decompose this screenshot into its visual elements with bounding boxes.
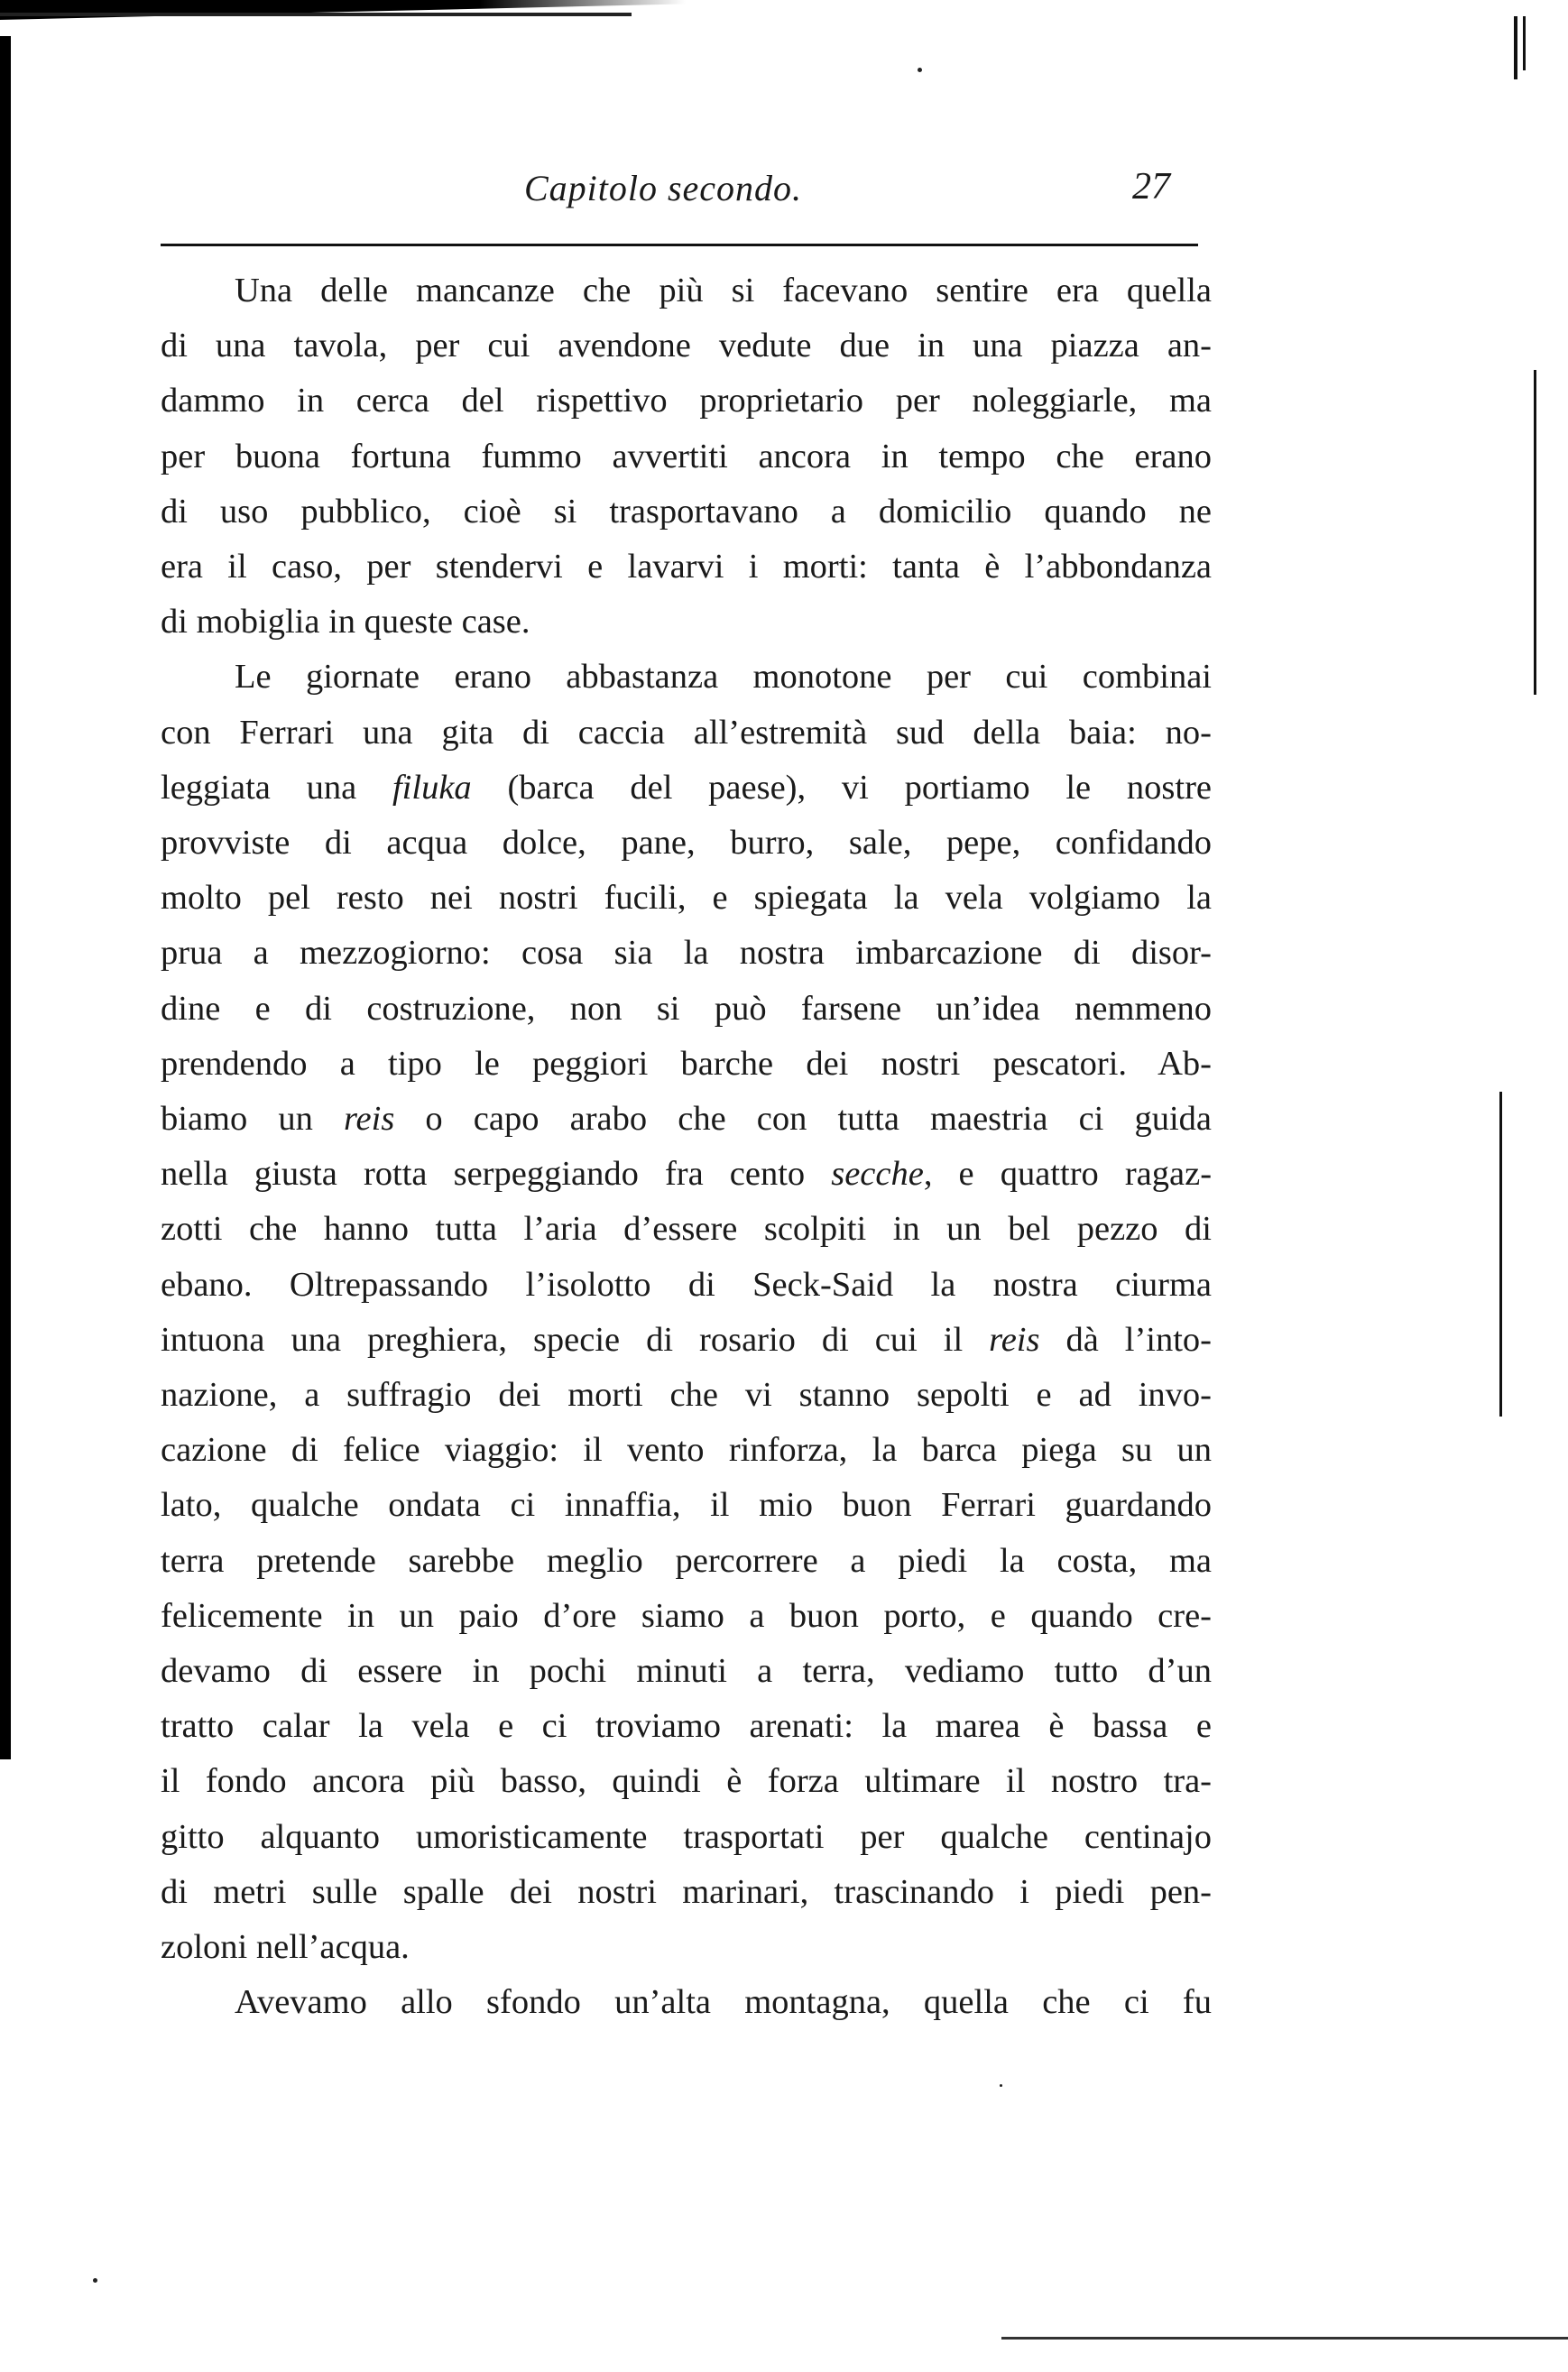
text-line — [161, 1313, 1212, 1368]
text-segment: zotti che hanno tutta l’aria d’essere scolpiti in un bel pezzo di — [161, 1210, 1212, 1249]
text-line — [161, 429, 1212, 485]
text-line — [161, 1092, 1212, 1147]
text-segment: ebano. Oltrepassando l’isolotto di Seck-Said la nostra ciurma — [161, 1265, 1212, 1304]
scan-edge-bottom — [1001, 2337, 1568, 2340]
text-segment: molto pel resto nei nostri fucili, e spiegata la vela volgiamo la — [161, 879, 1212, 918]
text-line — [161, 540, 1212, 595]
text-segment: Una delle mancanze che più si facevano sentire era quella — [235, 272, 1212, 309]
text-line — [161, 706, 1212, 761]
text-segment: nella giusta rotta serpeggiando fra cento — [161, 1155, 832, 1194]
text-segment: provviste di acqua dolce, pane, burro, sale, pepe, confidando — [161, 824, 1212, 863]
text-segment: felicemente in un paio d’ore siamo a buon porto, e quando cre- — [161, 1596, 1212, 1635]
scan-edge-top — [0, 0, 686, 20]
text-segment: zoloni nell’acqua. — [161, 1928, 410, 1967]
scan-mark-right — [1534, 370, 1536, 695]
paragraph-first-line — [161, 650, 1212, 705]
text-segment: intuona una preghiera, specie di rosario di cui il — [161, 1320, 990, 1359]
page-number: 27 — [1132, 166, 1170, 208]
text-line — [161, 1202, 1212, 1257]
text-line — [161, 595, 1212, 650]
running-title: Capitolo secondo. — [523, 168, 803, 208]
text-line — [161, 1865, 1212, 1920]
text-line — [161, 1810, 1212, 1865]
text-segment: di uso pubblico, cioè si trasportavano a domicilio quando ne — [161, 492, 1212, 531]
text-segment: il fondo ancora più basso, quindi è forza ultimare il nostro tra- — [161, 1762, 1212, 1801]
text-line — [161, 1037, 1212, 1092]
text-line — [161, 1147, 1212, 1202]
italic-term: reis — [343, 1100, 395, 1139]
text-segment: dà l’into- — [1039, 1320, 1212, 1359]
italic-term: secche — [831, 1155, 924, 1194]
paragraph-first-line — [161, 263, 1212, 318]
text-segment: di metri sulle spalle dei nostri marinari, trascinando i piedi pen- — [161, 1872, 1212, 1911]
scan-speck — [918, 68, 922, 72]
text-segment: leggiata una — [161, 768, 392, 807]
text-line — [161, 1699, 1212, 1754]
text-line — [161, 1644, 1212, 1699]
text-segment: prendendo a tipo le peggiori barche dei nostri pescatori. Ab- — [161, 1044, 1212, 1083]
text-segment: lato, qualche ondata ci innaffia, il mio buon Ferrari guardando — [161, 1486, 1212, 1525]
text-segment: Le giornate erano abbastanza monotone per cui combinai — [235, 658, 1212, 697]
text-line — [161, 761, 1212, 816]
text-segment: dine e di costruzione, non si può farsene un’idea nemmeno — [161, 989, 1212, 1028]
text-segment: di una tavola, per cui avendone vedute due in una piazza an- — [161, 327, 1212, 365]
text-segment: di mobiglia in queste case. — [161, 603, 530, 641]
text-segment: tratto calar la vela e ci troviamo arenati: la marea è bassa e — [161, 1707, 1212, 1746]
scan-speck — [93, 2278, 97, 2283]
text-line — [161, 1589, 1212, 1644]
text-segment: Avevamo allo sfondo un’alta montagna, quella che ci fu — [235, 1983, 1212, 2022]
text-segment: era il caso, per stendervi e lavarvi i morti: tanta è l’abbondanza — [161, 548, 1212, 586]
scan-edge-left — [0, 36, 11, 1759]
text-segment: cazione di felice viaggio: il vento rinforza, la barca piega su un — [161, 1431, 1212, 1470]
scan-mark-corner — [1514, 16, 1517, 79]
paragraph-first-line — [161, 1975, 1212, 2030]
text-line — [161, 1920, 1212, 1975]
text-segment: o capo arabo che con tutta maestria ci guida — [394, 1100, 1213, 1139]
scan-edge-top-line — [0, 13, 632, 16]
text-segment: con Ferrari una gita di caccia all’estremità sud della baia: no- — [161, 713, 1212, 752]
text-segment: per buona fortuna fummo avvertiti ancora in tempo che erano — [161, 437, 1212, 475]
scan-speck — [1000, 2084, 1002, 2087]
text-line — [161, 1258, 1212, 1313]
scan-mark-right — [1499, 1092, 1502, 1417]
text-line — [161, 1368, 1212, 1423]
text-segment: nazione, a suffragio dei morti che vi stanno sepolti e ad invo- — [161, 1376, 1212, 1415]
text-segment: gitto alquanto umoristicamente trasportati per qualche centinajo — [161, 1817, 1212, 1856]
text-line — [161, 1423, 1212, 1478]
text-segment: (barca del paese), vi portiamo le nostre — [471, 768, 1212, 807]
text-line — [161, 318, 1212, 374]
text-segment: devamo di essere in pochi minuti a terra, vediamo tutto d’un — [161, 1652, 1212, 1691]
text-segment: , e quattro ragaz- — [923, 1155, 1213, 1194]
italic-term: reis — [989, 1320, 1040, 1359]
italic-term: filuka — [392, 768, 472, 807]
header-rule — [161, 244, 1198, 246]
text-segment: biamo un — [161, 1100, 344, 1139]
scan-mark-corner — [1523, 16, 1526, 70]
text-line — [161, 1478, 1212, 1533]
text-line — [161, 485, 1212, 540]
body-text — [161, 263, 1212, 2031]
text-segment: terra pretende sarebbe meglio percorrere a piedi la costa, ma — [161, 1541, 1212, 1580]
text-line — [161, 1534, 1212, 1589]
text-line — [161, 1754, 1212, 1809]
text-line — [161, 982, 1212, 1037]
text-segment: dammo in cerca del rispettivo proprietario per noleggiarle, ma — [161, 382, 1212, 420]
text-line — [161, 374, 1212, 429]
text-line — [161, 926, 1212, 981]
text-line — [161, 871, 1212, 926]
text-line — [161, 816, 1212, 871]
text-segment: prua a mezzogiorno: cosa sia la nostra imbarcazione di disor- — [161, 934, 1212, 973]
